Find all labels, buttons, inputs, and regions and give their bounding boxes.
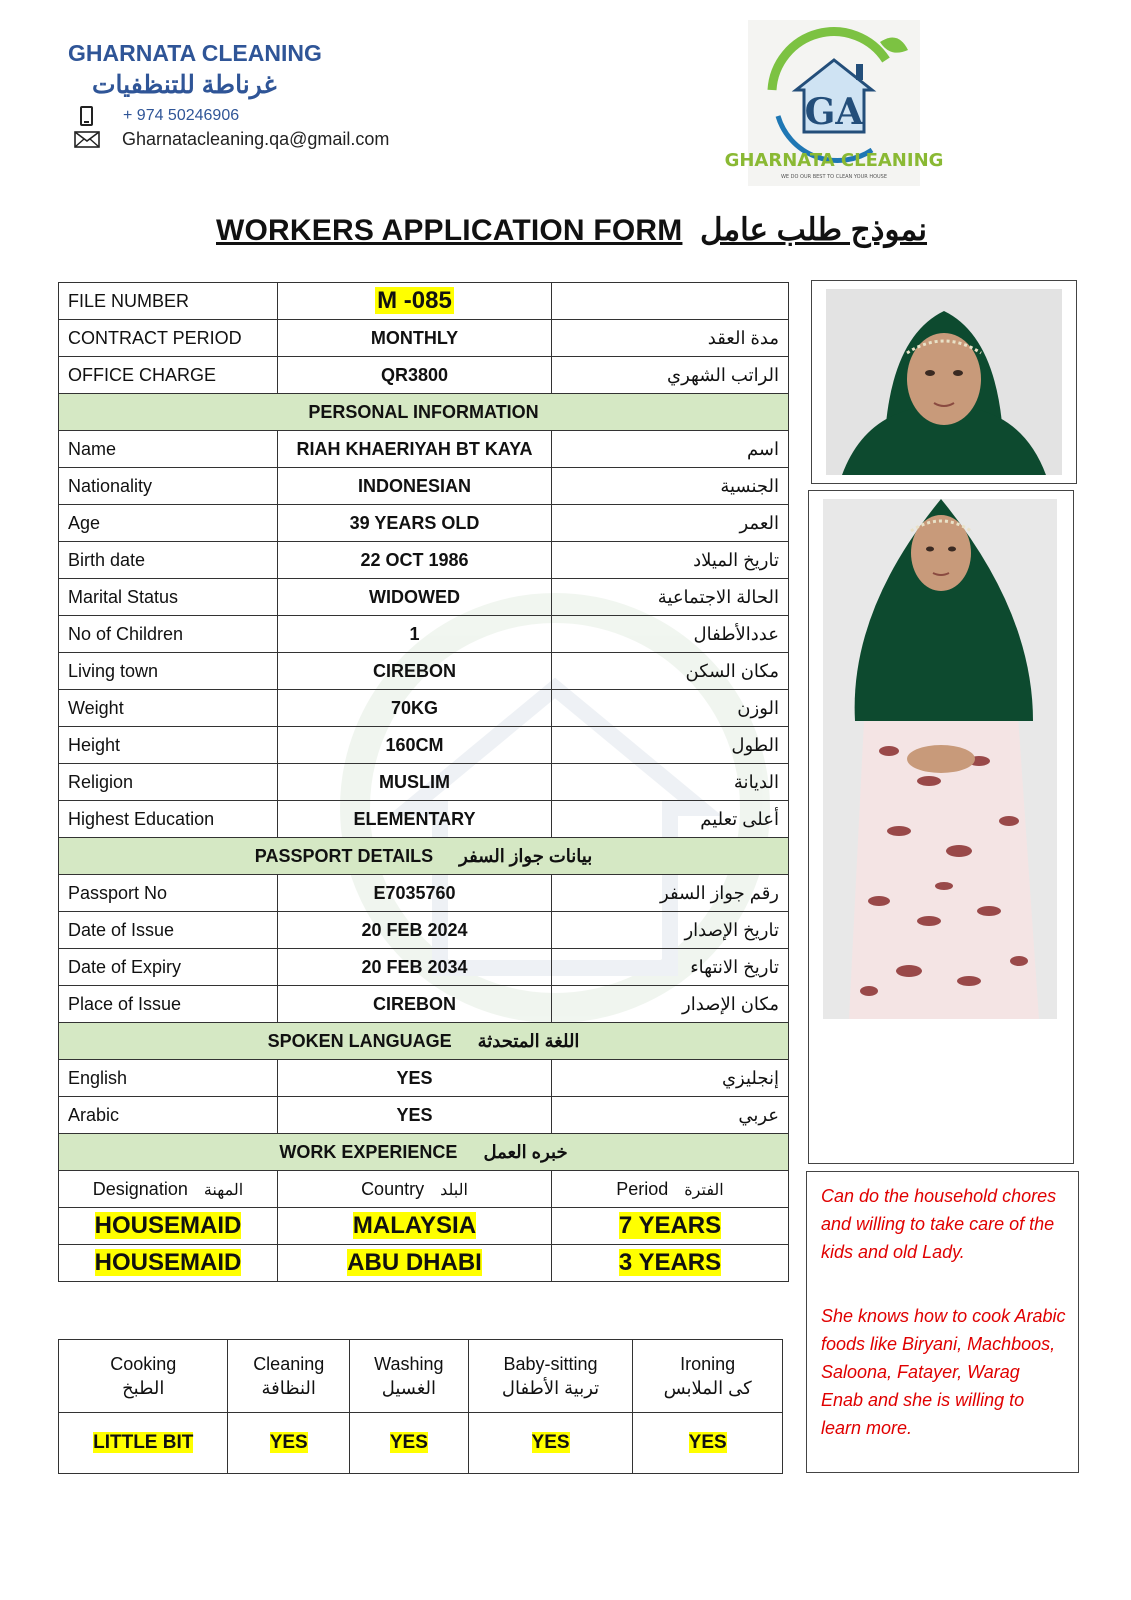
field-label-ar: الجنسية [552, 468, 789, 505]
table-row [59, 283, 789, 320]
skill-header: Cleaning النظافة [228, 1340, 350, 1413]
table-row [59, 875, 789, 912]
field-value: 39 YEARS OLD [278, 505, 552, 542]
field-label: Nationality [59, 468, 278, 505]
phone-number: + 974 50246906 [123, 107, 240, 124]
logo-tagline: WE DO OUR BEST TO CLEAN YOUR HOUSE [780, 174, 888, 180]
table-row [59, 1245, 789, 1282]
form-title: WORKERS APPLICATION FORM [216, 214, 683, 247]
designation-cell: HOUSEMAID [59, 1208, 278, 1245]
field-label: Living town [59, 653, 278, 690]
full-body-photo [809, 491, 1073, 1163]
field-label: Religion [59, 764, 278, 801]
section-header-work [59, 1134, 789, 1171]
field-value: 20 FEB 2024 [278, 912, 552, 949]
field-label: Arabic [59, 1097, 278, 1134]
table-row [59, 764, 789, 801]
field-label: Height [59, 727, 278, 764]
logo-monogram: GA [804, 91, 864, 133]
field-label: OFFICE CHARGE [59, 357, 278, 394]
table-row [59, 1097, 789, 1134]
field-label-ar: عددالأطفال [552, 616, 789, 653]
form-title-ar: نموذج طلب عامل [700, 212, 928, 247]
field-value: YES [278, 1097, 552, 1134]
field-label-ar: مكان السكن [552, 653, 789, 690]
table-row [59, 949, 789, 986]
field-value: E7035760 [278, 875, 552, 912]
skill-header: Washing الغسيل [349, 1340, 468, 1413]
table-row [59, 986, 789, 1023]
section-title: PERSONAL INFORMATION [59, 394, 789, 431]
field-value: INDONESIAN [278, 468, 552, 505]
section-header-personal [59, 394, 789, 431]
field-value: 1 [278, 616, 552, 653]
table-row [59, 616, 789, 653]
field-label-ar: تاريخ الإصدار [552, 912, 789, 949]
field-label: No of Children [59, 616, 278, 653]
field-value: QR3800 [278, 357, 552, 394]
field-label-ar: إنجليزي [552, 1060, 789, 1097]
field-label: Date of Issue [59, 912, 278, 949]
period-cell: 7 YEARS [552, 1208, 789, 1245]
column-header: Country البلد [278, 1171, 552, 1208]
field-label: FILE NUMBER [59, 283, 278, 320]
field-label: Marital Status [59, 579, 278, 616]
company-logo [724, 20, 944, 186]
worker-notes [806, 1171, 1079, 1473]
phone-icon [80, 106, 93, 126]
field-label: Age [59, 505, 278, 542]
field-value: RIAH KHAERIYAH BT KAYA [278, 431, 552, 468]
field-label: Birth date [59, 542, 278, 579]
table-row [59, 542, 789, 579]
email-address: Gharnatacleaning.qa@gmail.com [122, 129, 390, 149]
work-header-row [59, 1171, 789, 1208]
field-value: MUSLIM [278, 764, 552, 801]
section-title: SPOKEN LANGUAGE اللغة المتحدثة [59, 1023, 789, 1060]
field-label: English [59, 1060, 278, 1097]
field-label: Place of Issue [59, 986, 278, 1023]
section-header-passport [59, 838, 789, 875]
table-row [59, 505, 789, 542]
field-label-ar: أعلى تعليم [552, 801, 789, 838]
field-value: MONTHLY [278, 320, 552, 357]
field-label-ar: تاريخ الميلاد [552, 542, 789, 579]
field-value: 70KG [278, 690, 552, 727]
field-label-ar: مكان الإصدار [552, 986, 789, 1023]
field-value: 20 FEB 2034 [278, 949, 552, 986]
table-row [59, 690, 789, 727]
period-cell: 3 YEARS [552, 1245, 789, 1282]
column-header: Designation المهنة [59, 1171, 278, 1208]
field-label-ar [552, 283, 789, 320]
field-label-ar: الوزن [552, 690, 789, 727]
table-row [59, 431, 789, 468]
full-body-photo-frame [808, 490, 1074, 1164]
field-value: WIDOWED [278, 579, 552, 616]
email-row [74, 129, 389, 150]
logo-text: GHARNATA CLEANING [724, 150, 944, 171]
field-value: 22 OCT 1986 [278, 542, 552, 579]
table-row [59, 320, 789, 357]
field-label-ar: اسم [552, 431, 789, 468]
field-label-ar: الحالة الاجتماعية [552, 579, 789, 616]
field-label-ar: تاريخ الانتهاء [552, 949, 789, 986]
skills-value-row [59, 1413, 783, 1474]
headshot-photo [812, 281, 1076, 483]
table-row [59, 912, 789, 949]
table-row [59, 579, 789, 616]
field-value: 160CM [278, 727, 552, 764]
note-text: She knows how to cook Arabic foods like Biryani, Machboos, Saloona, Fatayer, Warag Enab and she is willing to learn more. [821, 1306, 1066, 1438]
file-number-value: M -085 [278, 283, 552, 320]
company-name-ar: غرناطة للتنظفيات [92, 71, 277, 99]
field-label-ar: عربي [552, 1097, 789, 1134]
skill-value: YES [468, 1413, 633, 1474]
section-title: PASSPORT DETAILS بيانات جواز السفر [59, 838, 789, 875]
skills-table [58, 1339, 783, 1474]
skill-value: YES [633, 1413, 783, 1474]
table-row [59, 727, 789, 764]
field-label: Passport No [59, 875, 278, 912]
field-value: YES [278, 1060, 552, 1097]
section-header-language [59, 1023, 789, 1060]
skill-header: Cooking الطبخ [59, 1340, 228, 1413]
skills-header-row [59, 1340, 783, 1413]
field-label: Highest Education [59, 801, 278, 838]
table-row [59, 1060, 789, 1097]
field-label: CONTRACT PERIOD [59, 320, 278, 357]
application-form-table [58, 282, 789, 1282]
field-label: Weight [59, 690, 278, 727]
table-row [59, 653, 789, 690]
company-name-en: GHARNATA CLEANING [68, 40, 322, 66]
section-title: WORK EXPERIENCE خبره العمل [59, 1134, 789, 1171]
headshot-photo-frame [811, 280, 1077, 484]
skill-value: LITTLE BIT [59, 1413, 228, 1474]
field-label-ar: الطول [552, 727, 789, 764]
field-label: Name [59, 431, 278, 468]
skill-header: Ironing كى الملابس [633, 1340, 783, 1413]
table-row [59, 1208, 789, 1245]
skill-header: Baby-sitting تربية الأطفال [468, 1340, 633, 1413]
field-value: CIREBON [278, 653, 552, 690]
field-label: Date of Expiry [59, 949, 278, 986]
field-label-ar: مدة العقد [552, 320, 789, 357]
mail-icon [74, 131, 100, 148]
field-label-ar: رقم جواز السفر [552, 875, 789, 912]
column-header: Period الفترة [552, 1171, 789, 1208]
table-row [59, 801, 789, 838]
phone-row [80, 106, 239, 126]
table-row [59, 468, 789, 505]
field-label-ar: العمر [552, 505, 789, 542]
field-label-ar: الراتب الشهري [552, 357, 789, 394]
field-value: CIREBON [278, 986, 552, 1023]
skill-value: YES [349, 1413, 468, 1474]
skill-value: YES [228, 1413, 350, 1474]
note-text: Can do the household chores and willing to take care of the kids and old Lady. [821, 1186, 1057, 1262]
field-label-ar: الديانة [552, 764, 789, 801]
field-value: ELEMENTARY [278, 801, 552, 838]
country-cell: ABU DHABI [278, 1245, 552, 1282]
designation-cell: HOUSEMAID [59, 1245, 278, 1282]
country-cell: MALAYSIA [278, 1208, 552, 1245]
table-row [59, 357, 789, 394]
